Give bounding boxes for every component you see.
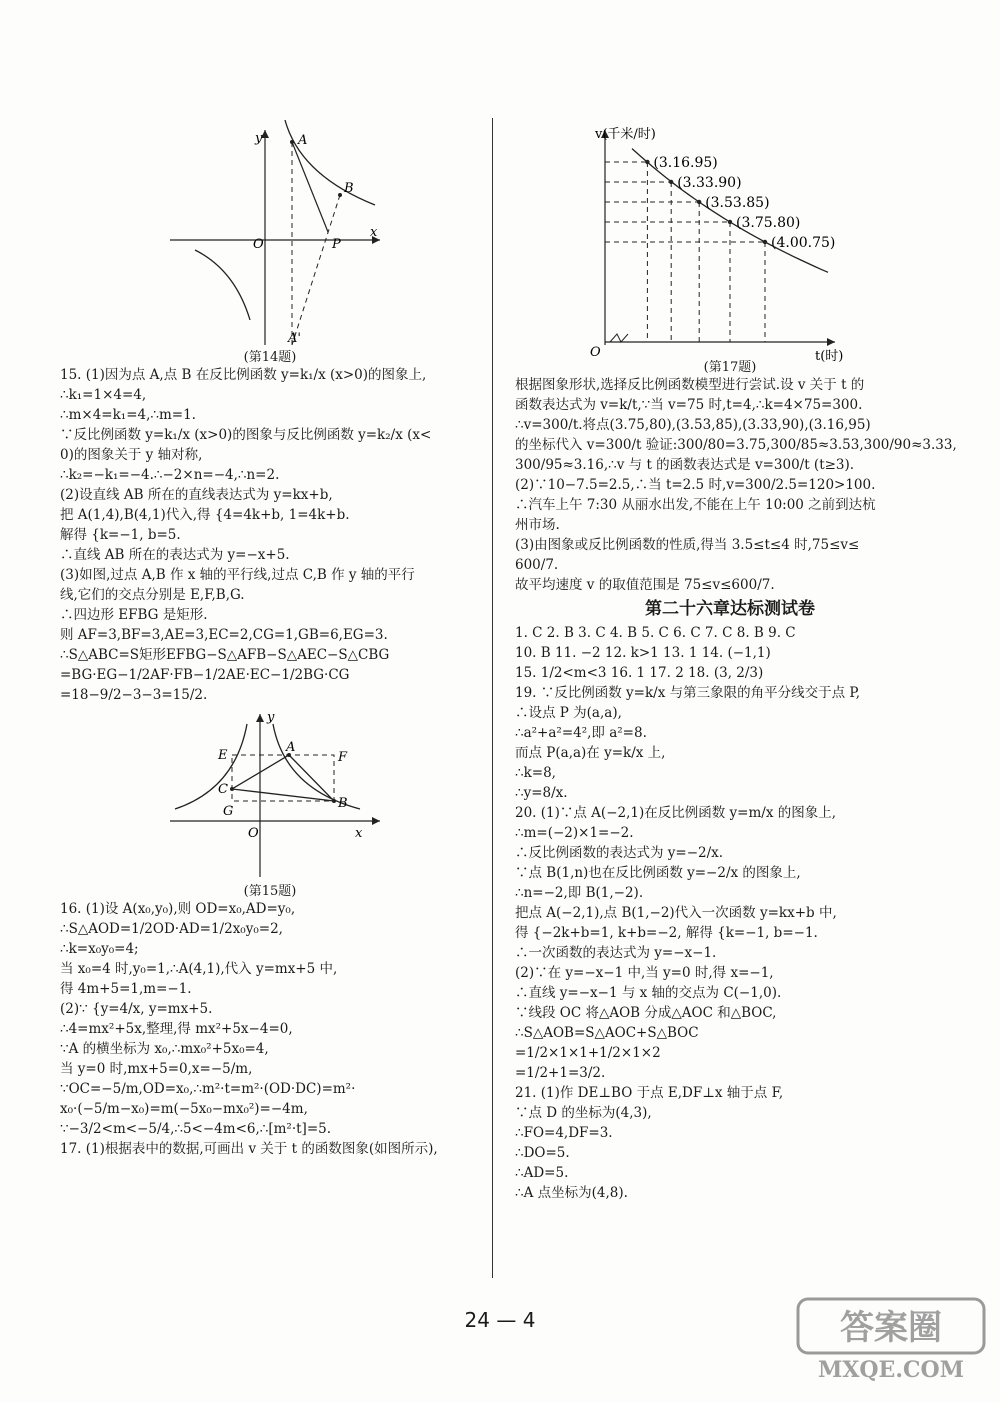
text-line: ∵A 的横坐标为 x₀,∴mx₀²+5x₀=4, xyxy=(60,1041,269,1057)
figure-14-caption: (第14题) xyxy=(243,350,297,365)
fig14-point-b: B xyxy=(344,181,354,196)
watermark-bottom-text: MXQE.COM xyxy=(817,1357,965,1383)
text-line: (2)∵10−7.5=2.5,∴当 t=2.5 时,v=300/2.5=120>100. xyxy=(515,477,876,493)
text-line: 则 AF=3,BF=3,AE=3,EC=2,CG=1,GB=6,EG=3. xyxy=(60,627,388,643)
text-line: =1/2×1×1+1/2×1×2 xyxy=(515,1045,661,1061)
fig14-point-a-prime: A' xyxy=(288,331,301,346)
watermark-top-text: 答案圈 xyxy=(840,1308,942,1348)
text-line: ∵线段 OC 将△AOB 分成△AOC 和△BOC, xyxy=(515,1005,777,1021)
text-line: 600/7. xyxy=(515,557,559,573)
text-line: ∴一次函数的表达式为 y=−x−1. xyxy=(515,945,717,961)
fig14-x-label: x xyxy=(370,225,378,240)
fig14-origin-label: O xyxy=(253,237,264,252)
text-line: (3)如图,过点 A,B 作 x 轴的平行线,过点 C,B 作 y 轴的平行 xyxy=(60,567,415,583)
fig17-point-label: (3.53.85) xyxy=(705,195,770,211)
fig15-point-e: E xyxy=(218,748,228,763)
text-line: ∴k₂=−k₁=−4.∴−2×n=−4,∴n=2. xyxy=(60,467,280,483)
figure-15 xyxy=(60,709,480,899)
section-title: 第二十六章达标测试卷 xyxy=(645,599,815,619)
text-line: ∴y=8/x. xyxy=(515,785,568,801)
text-line: ∴FO=4,DF=3. xyxy=(515,1125,613,1141)
text-line: 的坐标代入 v=300/t 验证:300/80=3.75,300/85≈3.53,300/90≈3.33, xyxy=(515,437,957,453)
text-line: 15. (1)因为点 A,点 B 在反比例函数 y=k₁/x (x>0)的图象上, xyxy=(60,367,427,383)
text-line: 根据图象形状,选择反比例函数模型进行尝试.设 v 关于 t 的 xyxy=(515,377,865,393)
column-divider xyxy=(492,118,493,1278)
text-line: ∴v=300/t.将点(3.75,80),(3.53,85),(3.33,90),(3.16,95) xyxy=(515,417,871,433)
text-line: 把点 A(−2,1),点 B(1,−2)代入一次函数 y=kx+b 中, xyxy=(515,905,837,921)
watermark-logo xyxy=(796,1295,986,1385)
text-line: 把 A(1,4),B(4,1)代入,得 {4=4k+b, 1=4k+b. xyxy=(60,507,350,523)
text-line: 15. 1/2<m<3 16. 1 17. 2 18. (3, 2/3) xyxy=(515,665,764,681)
text-line: ∴四边形 EFBG 是矩形. xyxy=(60,607,208,623)
text-line: 州市场. xyxy=(515,517,560,533)
figure-17-graph xyxy=(515,120,945,364)
figure-14-graph xyxy=(60,120,480,345)
text-line: ∴反比例函数的表达式为 y=−2/x. xyxy=(515,845,724,861)
text-line: ∴DO=5. xyxy=(515,1145,570,1161)
fig17-point-label: (4.00.75) xyxy=(771,235,836,251)
text-line: 1. C 2. B 3. C 4. B 5. C 6. C 7. C 8. B 9. C xyxy=(515,625,796,641)
fig15-x-label: x xyxy=(355,826,363,841)
text-line: 20. (1)∵点 A(−2,1)在反比例函数 y=m/x 的图象上, xyxy=(515,805,837,821)
text-line: ∴直线 y=−x−1 与 x 轴的交点为 C(−1,0). xyxy=(515,985,782,1001)
fig15-origin-label: O xyxy=(248,826,259,841)
text-line: 当 x₀=4 时,y₀=1,∴A(4,1),代入 y=mx+5 中, xyxy=(60,961,338,977)
text-line: ∴k=x₀y₀=4; xyxy=(60,941,139,957)
fig14-y-label: y xyxy=(255,131,263,146)
text-line: 0)的图象关于 y 轴对称, xyxy=(60,447,203,463)
fig17-point-label: (3.33.90) xyxy=(677,175,742,191)
figure-15-graph xyxy=(60,709,480,879)
text-line: ∴m×4=k₁=4,∴m=1. xyxy=(60,407,196,423)
text-line: 300/95≈3.16,∴v 与 t 的函数表达式是 v=300/t (t≥3). xyxy=(515,457,855,473)
figure-15-caption: (第15题) xyxy=(243,884,297,899)
text-line: 16. (1)设 A(x₀,y₀),则 OD=x₀,AD=y₀, xyxy=(60,901,296,917)
left-text-block-2 xyxy=(60,899,480,1159)
text-line: ∴A 点坐标为(4,8). xyxy=(515,1185,628,1201)
fig15-point-f: F xyxy=(338,750,348,765)
text-line: ∴4=mx²+5x,整理,得 mx²+5x−4=0, xyxy=(60,1021,293,1037)
text-line: ∴a²+a²=4²,即 a²=8. xyxy=(515,725,647,741)
fig17-data-point xyxy=(669,180,673,184)
text-line: 解得 {k=−1, b=5. xyxy=(60,527,181,543)
text-line: (2)∵在 y=−x−1 中,当 y=0 时,得 x=−1, xyxy=(515,965,774,981)
text-line: ∴AD=5. xyxy=(515,1165,569,1181)
text-line: ∵点 B(1,n)也在反比例函数 y=−2/x 的图象上, xyxy=(515,865,801,881)
text-line: 线,它们的交点分别是 E,F,B,G. xyxy=(60,587,245,603)
text-line: ∴n=−2,即 B(1,−2). xyxy=(515,885,644,901)
text-line: 函数表达式为 v=k/t,∵当 v=75 时,t=4,∴k=4×75=300. xyxy=(515,397,863,413)
text-line: 17. (1)根据表中的数据,可画出 v 关于 t 的函数图象(如图所示), xyxy=(60,1141,438,1157)
text-line: 当 y=0 时,mx+5=0,x=−5/m, xyxy=(60,1061,253,1077)
fig17-x-axis-label: t(时) xyxy=(815,349,844,364)
left-column xyxy=(60,120,480,1159)
text-line: 而点 P(a,a)在 y=k/x 上, xyxy=(515,745,666,761)
fig15-point-b: B xyxy=(338,796,348,811)
fig15-point-a: A xyxy=(286,740,296,755)
text-line: 得 {−2k+b=1, k+b=−2, 解得 {k=−1, b=−1. xyxy=(515,925,818,941)
text-line: ∴直线 AB 所在的表达式为 y=−x+5. xyxy=(60,547,290,563)
text-line: 故平均速度 v 的取值范围是 75≤v≤600/7. xyxy=(515,577,775,593)
right-column xyxy=(515,120,957,1203)
fig17-origin-label: O xyxy=(590,345,601,360)
right-text-block-2 xyxy=(515,623,945,1203)
right-text-block-1 xyxy=(515,375,957,595)
text-line: ∴设点 P 为(a,a), xyxy=(515,705,622,721)
fig15-point-c: C xyxy=(218,782,228,797)
text-line: ∴k=8, xyxy=(515,765,556,781)
text-line: ∴k₁=1×4=4, xyxy=(60,387,147,403)
text-line: ∴汽车上午 7:30 从丽水出发,不能在上午 10:00 之前到达杭 xyxy=(515,497,876,513)
fig14-point-p: P xyxy=(332,237,341,252)
text-line: ∵−3/2<m<−5/4,∴5<−4m<6,∴[m²·t]=5. xyxy=(60,1121,332,1137)
fig17-data-point xyxy=(697,200,701,204)
text-line: ∴m=(−2)×1=−2. xyxy=(515,825,634,841)
left-text-block-1 xyxy=(60,365,480,705)
text-line: (3)由图象或反比例函数的性质,得当 3.5≤t≤4 时,75≤v≤ xyxy=(515,537,860,553)
text-line: 19. ∵反比例函数 y=k/x 与第三象限的角平分线交于点 P, xyxy=(515,685,861,701)
fig17-data-point xyxy=(728,220,732,224)
fig15-point-g: G xyxy=(223,804,234,819)
fig14-point-a: A xyxy=(298,133,308,148)
text-line: =18−9/2−3−3=15/2. xyxy=(60,687,208,703)
figure-17-caption: (第17题) xyxy=(703,360,757,375)
fig17-y-axis-label: v(千米/时) xyxy=(595,127,656,142)
text-line: ∵反比例函数 y=k₁/x (x>0)的图象与反比例函数 y=k₂/x (x< xyxy=(60,427,432,443)
text-line: 21. (1)作 DE⊥BO 于点 E,DF⊥x 轴于点 F, xyxy=(515,1085,784,1101)
page-number: 24 — 4 xyxy=(464,1308,536,1332)
text-line: 10. B 11. −2 12. k>1 13. 1 14. (−1,1) xyxy=(515,645,771,661)
text-line: ∴S△AOD=1/2OD·AD=1/2x₀y₀=2, xyxy=(60,921,283,937)
text-line: x₀·(−5/m−x₀)=m(−5x₀−mx₀²)=−4m, xyxy=(60,1101,308,1117)
fig17-point-label: (3.75.80) xyxy=(736,215,801,231)
text-line: 得 4m+5=1,m=−1. xyxy=(60,981,192,997)
text-line: ∵OC=−5/m,OD=x₀,∴m²·t=m²·(OD·DC)=m²· xyxy=(60,1081,356,1097)
text-line: =1/2+1=3/2. xyxy=(515,1065,606,1081)
figure-14 xyxy=(60,120,480,365)
figure-17 xyxy=(515,120,945,375)
fig17-point-label: (3.16.95) xyxy=(653,155,718,171)
text-line: ∴S△AOB=S△AOC+S△BOC xyxy=(515,1025,699,1041)
text-line: (2)设直线 AB 所在的直线表达式为 y=kx+b, xyxy=(60,487,333,503)
text-line: ∴S△ABC=S矩形EFBG−S△AFB−S△AEC−S△CBG xyxy=(60,647,390,663)
text-line: (2)∵ {y=4/x, y=mx+5. xyxy=(60,1001,213,1017)
fig17-data-point xyxy=(763,240,767,244)
fig17-data-point xyxy=(645,160,649,164)
text-line: ∵点 D 的坐标为(4,3), xyxy=(515,1105,652,1121)
text-line: =BG·EG−1/2AF·FB−1/2AE·EC−1/2BG·CG xyxy=(60,667,350,683)
fig15-y-label: y xyxy=(267,710,275,725)
